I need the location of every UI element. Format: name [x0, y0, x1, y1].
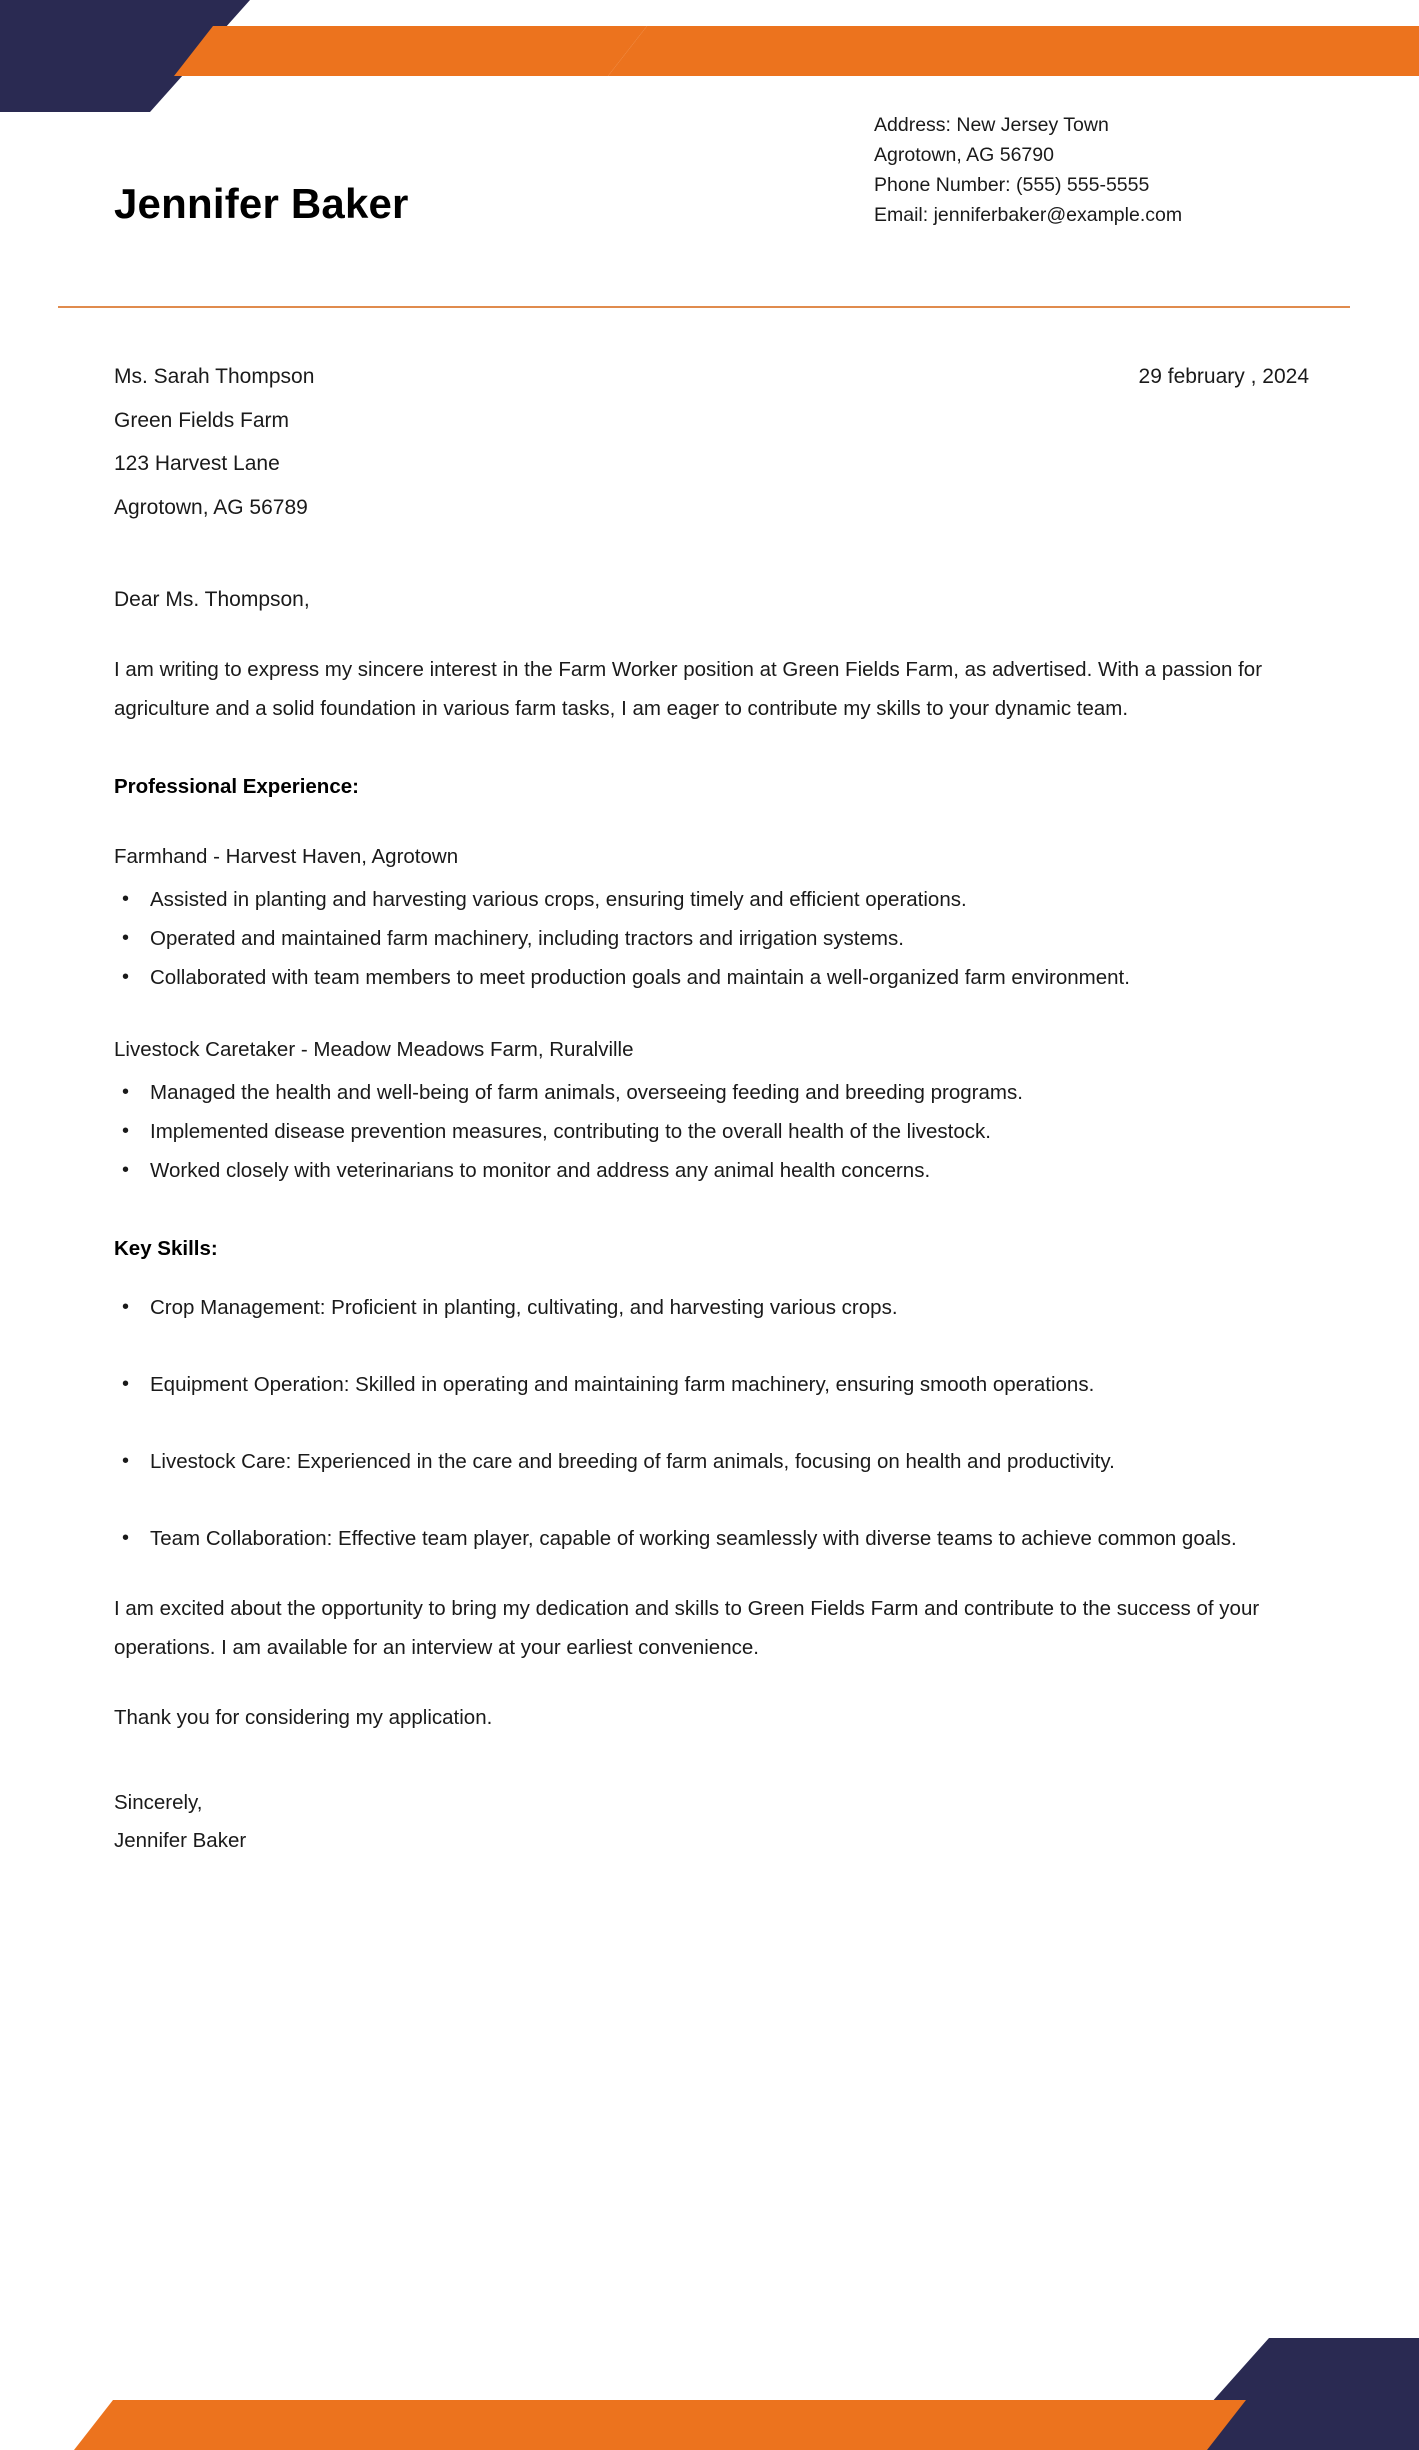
header-identity-band	[0, 96, 1419, 286]
recipient-street: 123 Harvest Lane	[114, 452, 280, 475]
contact-block	[874, 110, 1354, 230]
page-title: Jennifer Baker	[114, 180, 409, 227]
list-item: • Worked closely with veterinarians to monitor and address any animal health concerns.	[114, 1151, 1309, 1190]
contact-phone: Phone Number: (555) 555-5555	[874, 174, 1150, 196]
skills-heading: Key Skills:	[114, 1237, 218, 1260]
footer-decoration	[0, 2290, 1419, 2450]
header-divider-rule	[58, 306, 1350, 308]
skills-list	[114, 1288, 1309, 1558]
job-title-1: Farmhand - Harvest Haven, Agrotown	[114, 845, 459, 868]
list-item: • Team Collaboration: Effective team player, capable of working seamlessly with diverse teams to achieve common goals.	[114, 1519, 1309, 1558]
contact-city: Agrotown, AG 56790	[874, 144, 1054, 166]
closing-paragraph: I am excited about the opportunity to bring my dedication and skills to Green Fields Farm and contribute to the success of your operations. I am available for an interview at your earliest convenience.	[114, 1597, 1260, 1659]
list-item: • Livestock Care: Experienced in the care and breeding of farm animals, focusing on health and productivity.	[114, 1442, 1309, 1481]
job-title-2: Livestock Caretaker - Meadow Meadows Farm, Ruralville	[114, 1038, 634, 1061]
salutation: Dear Ms. Thompson,	[114, 588, 310, 611]
list-item: • Assisted in planting and harvesting various crops, ensuring timely and efficient operations.	[114, 880, 1309, 919]
list-item: • Crop Management: Proficient in planting, cultivating, and harvesting various crops.	[114, 1288, 1309, 1327]
recipient-name: Ms. Sarah Thompson	[114, 365, 315, 388]
recipient-city: Agrotown, AG 56789	[114, 495, 308, 519]
list-item: • Collaborated with team members to meet production goals and maintain a well-organized farm environment.	[114, 958, 1309, 997]
recipient-company: Green Fields Farm	[114, 408, 290, 432]
list-item: • Managed the health and well-being of farm animals, overseeing feeding and breeding programs.	[114, 1073, 1309, 1112]
footer-navy-shape	[1169, 2338, 1419, 2450]
sign-off: Sincerely,	[114, 1790, 203, 1814]
footer-orange-bar	[74, 2400, 1246, 2450]
contact-email: Email: jenniferbaker@example.com	[874, 204, 1183, 226]
list-item: • Equipment Operation: Skilled in operating and maintaining farm machinery, ensuring smooth operations.	[114, 1365, 1309, 1404]
intro-paragraph: I am writing to express my sincere interest in the Farm Worker position at Green Fields Farm, as advertised. With a passion for agriculture and a solid foundation in various farm tasks, I am eager to contribute my skills to your dynamic team.	[114, 658, 1263, 720]
recipient-address	[114, 355, 314, 529]
letter-body	[114, 355, 1309, 1861]
recipient-and-date-row	[114, 355, 1309, 529]
thank-you-paragraph: Thank you for considering my application.	[114, 1706, 493, 1729]
job-bullets-1	[114, 880, 1309, 997]
header-orange-bar-extension	[608, 26, 1419, 76]
list-item: • Implemented disease prevention measures, contributing to the overall health of the livestock.	[114, 1112, 1309, 1151]
experience-heading: Professional Experience:	[114, 775, 359, 798]
letter-date: 29 february , 2024	[1138, 365, 1309, 388]
signature-name: Jennifer Baker	[114, 1829, 247, 1852]
header-orange-bar	[174, 26, 647, 76]
list-item: • Operated and maintained farm machinery, including tractors and irrigation systems.	[114, 919, 1309, 958]
contact-address: Address: New Jersey Town	[874, 114, 1109, 136]
job-bullets-2	[114, 1073, 1309, 1190]
